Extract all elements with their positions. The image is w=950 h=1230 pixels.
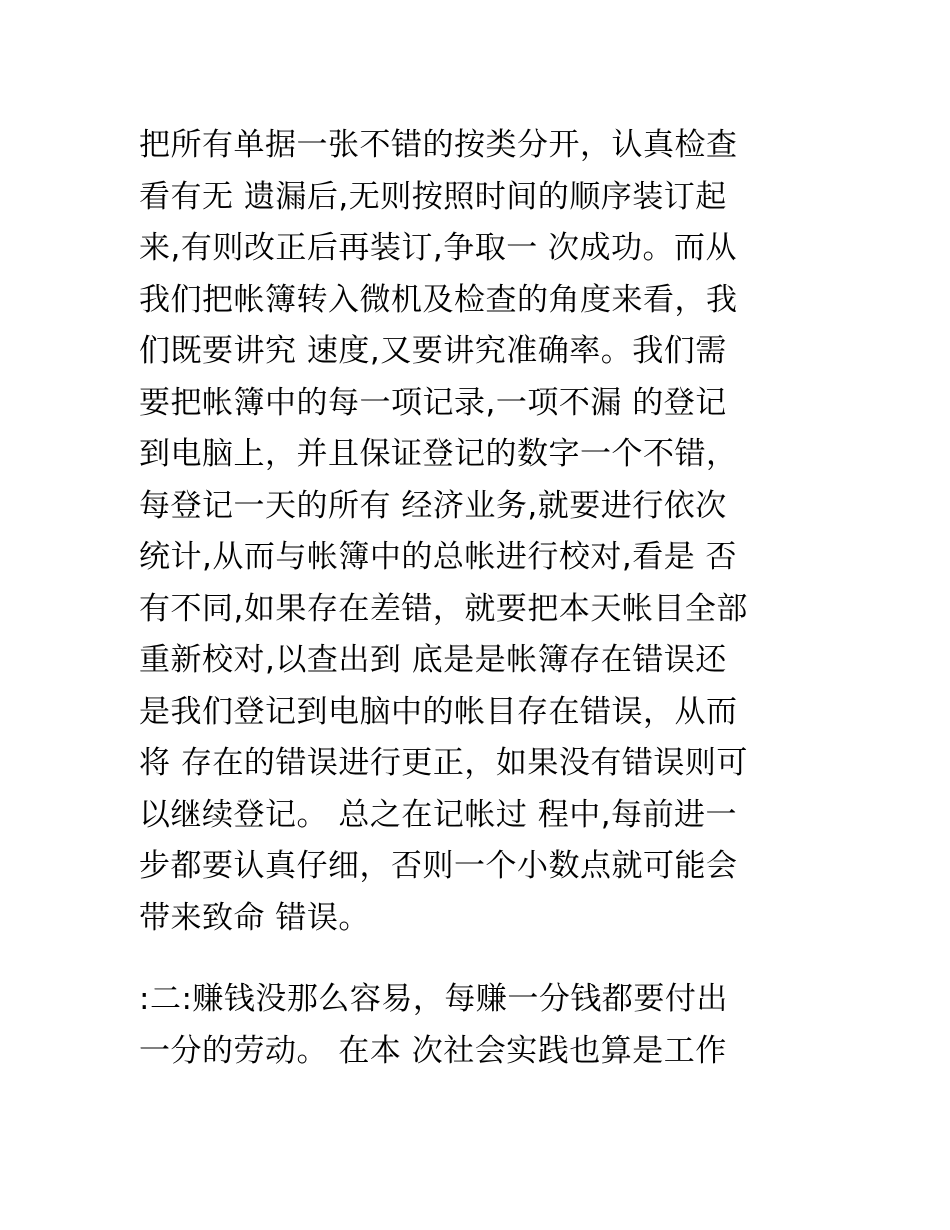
paragraph-2-line-2: 一分的劳动。 在本 次社会实践也算是工作 bbox=[139, 1032, 727, 1069]
paragraph-1-line-10: 有不同,如果存在差错，就要把本天帐目全部 bbox=[139, 590, 748, 627]
paragraph-1-line-3: 来,有则改正后再装订,争取一 次成功。而从 bbox=[139, 230, 738, 266]
paragraph-1-line-6: 要把帐簿中的每一项记录,一项不漏 的登记 bbox=[139, 384, 727, 421]
paragraph-1-line-13: 将 存在的错误进行更正，如果没有错误则可 bbox=[139, 745, 748, 781]
paragraph-1-line-1: 把所有单据一张不错的按类分开，认真检查 bbox=[139, 127, 738, 163]
paragraph-1-line-11: 重新校对,以查出到 底是是帐簿存在错误还 bbox=[139, 642, 727, 678]
paragraph-1-line-8: 每登记一天的所有 经济业务,就要进行依次 bbox=[139, 487, 727, 524]
paragraph-1-line-7: 到电脑上，并且保证登记的数字一个不错， bbox=[139, 436, 738, 472]
paragraph-2 bbox=[139, 974, 819, 1077]
paragraph-1-line-14: 以继续登记。 总之在记帐过 程中,每前进一 bbox=[139, 796, 738, 833]
paragraph-1-line-12: 是我们登记到电脑中的帐目存在错误，从而 bbox=[139, 693, 738, 730]
paragraph-1-line-15: 步都要认真仔细，否则一个小数点就可能会 bbox=[139, 848, 738, 884]
paragraph-2-line-1: :二:赚钱没那么容易，每赚一分钱都要付出 bbox=[139, 981, 728, 1017]
paragraph-1-line-2: 看有无 遗漏后,无则按照时间的顺序装订起 bbox=[139, 178, 727, 215]
paragraph-1 bbox=[139, 120, 819, 944]
paragraph-1-line-4: 我们把帐簿转入微机及检查的角度来看，我 bbox=[139, 281, 738, 318]
paragraph-1-line-9: 统计,从而与帐簿中的总帐进行校对,看是 否 bbox=[139, 539, 738, 575]
paragraph-1-line-5: 们既要讲究 速度,又要讲究准确率。我们需 bbox=[139, 333, 727, 369]
paragraph-1-line-16: 带来致命 错误。 bbox=[139, 899, 370, 936]
